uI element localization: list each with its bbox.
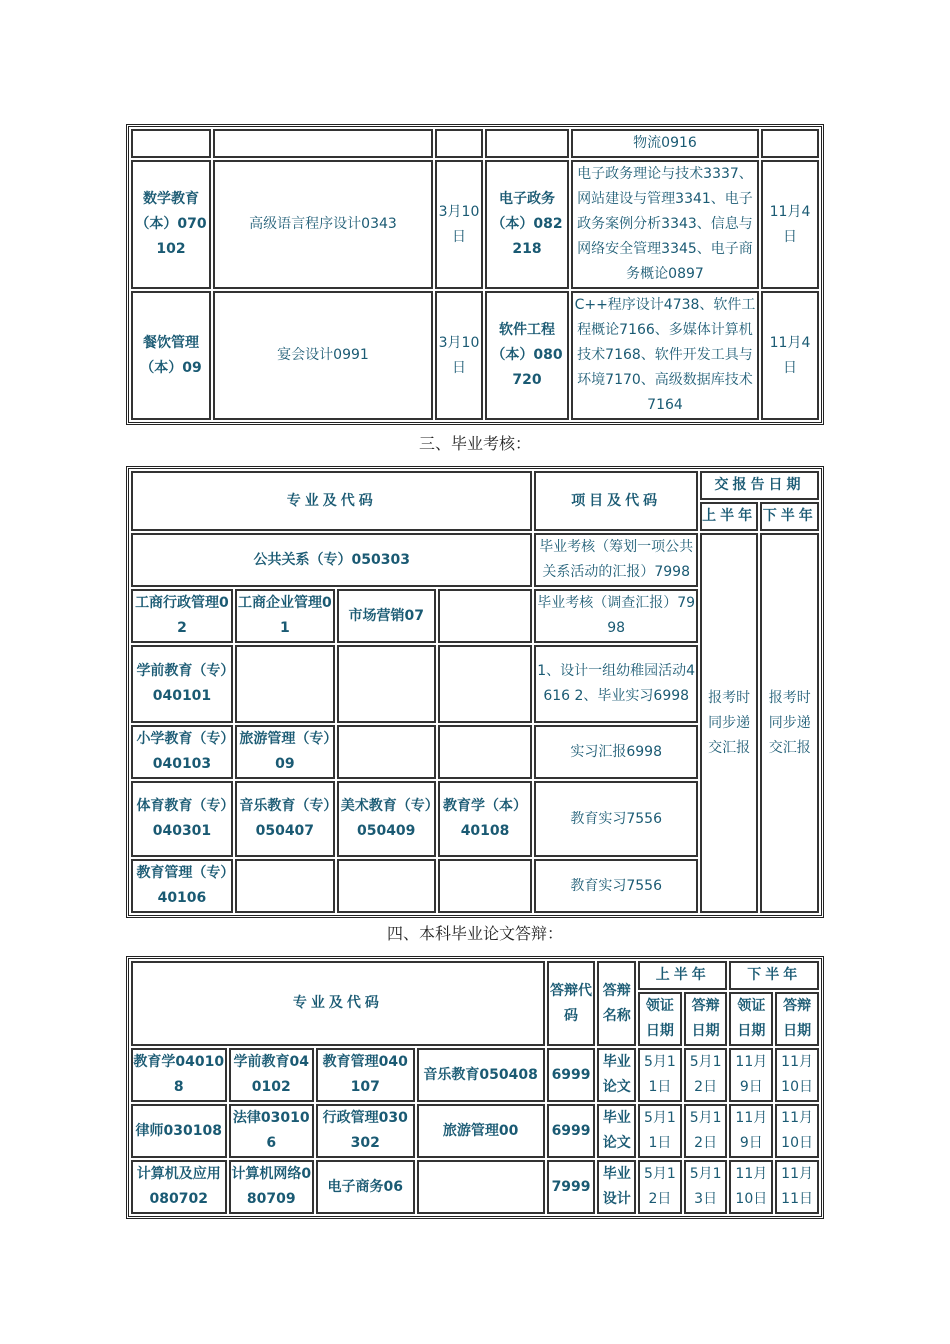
major-cell: 律师030108	[131, 1104, 227, 1158]
table-row	[131, 160, 819, 289]
major-cell: 市场营销07	[337, 589, 436, 643]
item-cell: 毕业考核（调查汇报）7998	[534, 589, 697, 643]
name-cell: 毕业论文	[597, 1048, 636, 1102]
table-row	[131, 1048, 819, 1102]
major-cell	[337, 725, 436, 779]
major-cell: 工商企业管理01	[235, 589, 335, 643]
code-cell: 7999	[547, 1160, 596, 1214]
major-cell: 法律030106	[229, 1104, 314, 1158]
name-cell: 毕业论文	[597, 1104, 636, 1158]
major-cell: 餐饮管理（本）09	[131, 291, 211, 420]
date-cell: 5月12日	[684, 1048, 728, 1102]
header-item: 项目及代码	[534, 471, 697, 531]
exam-schedule-table-continued	[126, 124, 824, 425]
date-cell: 11月9日	[729, 1048, 773, 1102]
table-row	[131, 129, 819, 158]
thesis-defense-table	[126, 956, 824, 1219]
date-cell: 5月12日	[638, 1160, 682, 1214]
major-cell: 学前教育040102	[229, 1048, 314, 1102]
header-cert-date: 领证日期	[638, 992, 682, 1046]
major-cell: 数学教育（本）070102	[131, 160, 211, 289]
course-cell: 电子政务理论与技术3337、网站建设与管理3341、电子政务案例分析3343、信息与网络安全管理3345、电子商务概论0897	[571, 160, 759, 289]
major-cell: 教育学（本）40108	[438, 781, 533, 857]
date-cell: 5月11日	[638, 1104, 682, 1158]
header-report-date: 交报告日期	[700, 471, 819, 500]
major-cell: 学前教育（专）040101	[131, 645, 233, 723]
major-cell: 公共关系（专）050303	[131, 533, 532, 587]
table-row	[131, 533, 819, 587]
date-cell: 5月12日	[684, 1104, 728, 1158]
table-row	[131, 1104, 819, 1158]
code-cell: 6999	[547, 1104, 596, 1158]
item-cell: 教育实习7556	[534, 781, 697, 857]
code-cell: 6999	[547, 1048, 596, 1102]
table-row	[131, 291, 819, 420]
date-cell: 5月11日	[638, 1048, 682, 1102]
major-cell	[337, 645, 436, 723]
major-cell	[235, 645, 335, 723]
date-cell: 11月10日	[775, 1104, 819, 1158]
major-cell	[438, 725, 533, 779]
course-cell: 宴会设计0991	[213, 291, 433, 420]
section-heading-thesis-defense: 四、本科毕业论文答辩：	[386, 924, 563, 943]
header-defense-date: 答辩日期	[775, 992, 819, 1046]
header-cert-date: 领证日期	[729, 992, 773, 1046]
major-cell: 旅游管理00	[417, 1104, 545, 1158]
date-cell: 11月4日	[761, 291, 819, 420]
major-cell: 音乐教育（专）050407	[235, 781, 335, 857]
date-note-first-half: 报考时同步递交汇报	[700, 533, 759, 913]
item-cell: 毕业考核（筹划一项公共关系活动的汇报）7998	[534, 533, 697, 587]
header-row	[131, 961, 819, 990]
major-cell	[417, 1160, 545, 1214]
major-cell: 教育管理（专）40106	[131, 859, 233, 913]
name-cell: 毕业设计	[597, 1160, 636, 1214]
major-cell	[438, 645, 533, 723]
course-cell: 物流0916	[571, 129, 759, 158]
header-defense-name: 答辩名称	[597, 961, 636, 1046]
major-cell: 旅游管理（专）09	[235, 725, 335, 779]
header-second-half: 下半年	[729, 961, 819, 990]
date-cell: 11月10日	[775, 1048, 819, 1102]
header-second-half: 下半年	[760, 502, 819, 531]
major-cell: 计算机网络080709	[229, 1160, 314, 1214]
major-cell: 电子商务06	[316, 1160, 415, 1214]
major-cell: 体育教育（专）040301	[131, 781, 233, 857]
header-first-half: 上半年	[638, 961, 727, 990]
header-major: 专业及代码	[131, 961, 545, 1046]
major-cell: 教育学040108	[131, 1048, 227, 1102]
course-cell: 高级语言程序设计0343	[213, 160, 433, 289]
major-cell: 教育管理040107	[316, 1048, 415, 1102]
graduation-assessment-table	[126, 466, 824, 918]
major-cell: 音乐教育050408	[417, 1048, 545, 1102]
header-major: 专业及代码	[131, 471, 532, 531]
section-heading-graduation-assessment: 三、毕业考核：	[418, 434, 531, 453]
major-cell	[438, 589, 533, 643]
course-cell: C++程序设计4738、软件工程概论7166、多媒体计算机技术7168、软件开发工具与环境7170、高级数据库技术7164	[571, 291, 759, 420]
date-cell: 5月13日	[684, 1160, 728, 1214]
major-cell	[337, 859, 436, 913]
date-cell: 3月10日	[435, 291, 483, 420]
major-cell: 软件工程（本）080720	[485, 291, 569, 420]
major-cell: 小学教育（专）040103	[131, 725, 233, 779]
major-cell: 美术教育（专）050409	[337, 781, 436, 857]
item-cell: 实习汇报6998	[534, 725, 697, 779]
date-cell: 11月9日	[729, 1104, 773, 1158]
major-cell	[235, 859, 335, 913]
major-cell: 计算机及应用080702	[131, 1160, 227, 1214]
major-cell: 工商行政管理02	[131, 589, 233, 643]
date-note-second-half: 报考时同步递交汇报	[760, 533, 819, 913]
header-first-half: 上半年	[700, 502, 759, 531]
item-cell: 教育实习7556	[534, 859, 697, 913]
major-cell	[438, 859, 533, 913]
major-cell: 电子政务（本）082218	[485, 160, 569, 289]
date-cell: 11月4日	[761, 160, 819, 289]
header-defense-date: 答辩日期	[684, 992, 728, 1046]
major-cell: 行政管理030302	[316, 1104, 415, 1158]
header-defense-code: 答辩代码	[547, 961, 596, 1046]
table-row	[131, 1160, 819, 1214]
date-cell: 3月10日	[435, 160, 483, 289]
date-cell: 11月11日	[775, 1160, 819, 1214]
date-cell: 11月10日	[729, 1160, 773, 1214]
item-cell: 1、设计一组幼稚园活动4616 2、毕业实习6998	[534, 645, 697, 723]
header-row	[131, 471, 819, 500]
